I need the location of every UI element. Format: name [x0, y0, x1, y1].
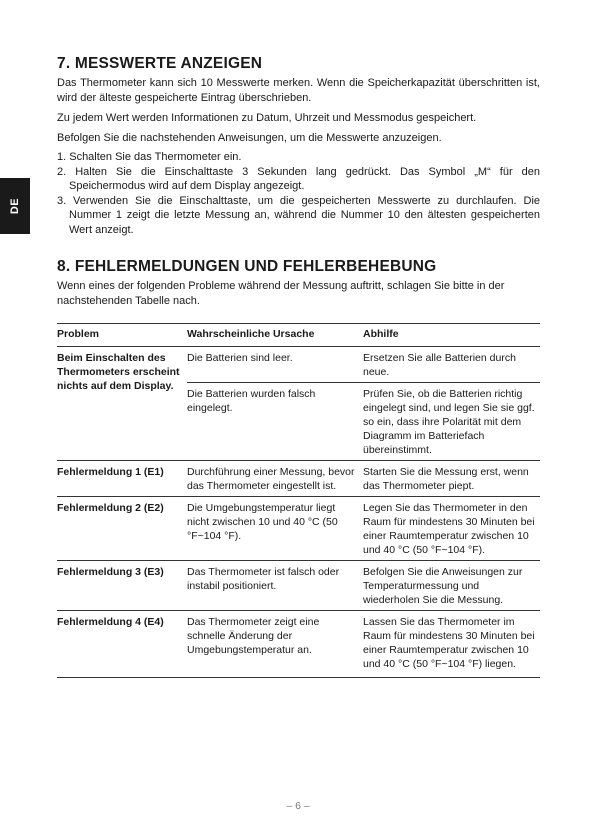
step-item: 2. Halten Sie die Einschalttaste 3 Sekunden lang gedrückt. Das Symbol „M“ für den Speichermodus wird auf dem Display angezeigt. — [57, 165, 540, 192]
language-tab-label: DE — [9, 197, 21, 215]
table-row — [57, 611, 540, 678]
problem-cell: Fehlermeldung 2 (E2) — [57, 497, 187, 561]
section-7-paragraph-1: Das Thermometer kann sich 10 Messwerte merken. Wenn die Speicherkapazität überschritten ist, wird der älteste gespeicherte Eintrag überschrieben. — [57, 77, 540, 104]
remedy-cell: Legen Sie das Thermometer in den Raum für mindestens 30 Minuten bei einer Raumtemperatur zwischen 10 und 40 °C (50 °F~104 °F). — [363, 497, 540, 561]
table-row — [57, 561, 540, 611]
remedy-cell: Prüfen Sie, ob die Batterien richtig eingelegt sind, und legen Sie sie ggf. so ein, dass ihre Polarität mit dem Diagramm im Batteriefach übereinstimmt. — [363, 383, 540, 461]
cause-cell: Die Batterien sind leer. — [187, 347, 363, 383]
step-item: 3. Verwenden Sie die Einschalttaste, um die gespeicherten Messwerte zu durchlaufen. Die Nummer 1 zeigt die letzte Messung an, während die Nummer 10 den ältesten gespeicherten Wert anzeigt. — [57, 194, 540, 236]
problem-cell: Fehlermeldung 3 (E3) — [57, 561, 187, 611]
remedy-cell: Befolgen Sie die Anweisungen zur Temperaturmessung und wiederholen Sie die Messung. — [363, 561, 540, 611]
table-row — [57, 347, 540, 383]
problem-cell: Fehlermeldung 4 (E4) — [57, 611, 187, 678]
cause-cell: Die Umgebungstemperatur liegt nicht zwischen 10 und 40 °C (50 °F~104 °F). — [187, 497, 363, 561]
problem-cell: Beim Einschalten des Thermometers erscheint nichts auf dem Display. — [57, 347, 187, 461]
troubleshooting-table — [57, 323, 540, 678]
table-row — [57, 497, 540, 561]
table-header-row — [57, 324, 540, 347]
remedy-cell: Starten Sie die Messung erst, wenn das Thermometer piept. — [363, 461, 540, 497]
cause-cell: Durchführung einer Messung, bevor das Thermometer eingestellt ist. — [187, 461, 363, 497]
section-7-title: 7. MESSWERTE ANZEIGEN — [57, 55, 263, 72]
section-7-paragraph-3: Befolgen Sie die nachstehenden Anweisungen, um die Messwerte anzuzeigen. — [57, 132, 442, 144]
cause-cell: Das Thermometer zeigt eine schnelle Änderung der Umgebungstemperatur an. — [187, 611, 363, 678]
step-item: 1. Schalten Sie das Thermometer ein. — [57, 151, 242, 163]
cause-cell: Das Thermometer ist falsch oder instabil positioniert. — [187, 561, 363, 611]
header-remedy: Abhilfe — [363, 324, 540, 347]
table-row — [57, 461, 540, 497]
cause-cell: Die Batterien wurden falsch eingelegt. — [187, 383, 363, 461]
remedy-cell: Ersetzen Sie alle Batterien durch neue. — [363, 347, 540, 383]
header-cause: Wahrscheinliche Ursache — [187, 324, 363, 347]
problem-cell: Fehlermeldung 1 (E1) — [57, 461, 187, 497]
section-7-steps — [57, 150, 540, 237]
page-content — [57, 55, 540, 678]
page-number: – 6 – — [286, 800, 310, 812]
language-tab — [0, 178, 30, 234]
section-7-paragraph-2: Zu jedem Wert werden Informationen zu Datum, Uhrzeit und Messmodus gespeichert. — [57, 112, 477, 124]
section-8-title: 8. FEHLERMELDUNGEN UND FEHLERBEHEBUNG — [57, 258, 437, 275]
header-problem: Problem — [57, 324, 187, 347]
remedy-cell: Lassen Sie das Thermometer im Raum für mindestens 30 Minuten bei einer Raumtemperatur zwischen 10 und 40 °C (50 °F~104 °F) liegen. — [363, 611, 540, 678]
section-8-intro: Wenn eines der folgenden Probleme während der Messung auftritt, schlagen Sie bitte in der nachstehenden Tabelle nach. — [57, 280, 505, 307]
